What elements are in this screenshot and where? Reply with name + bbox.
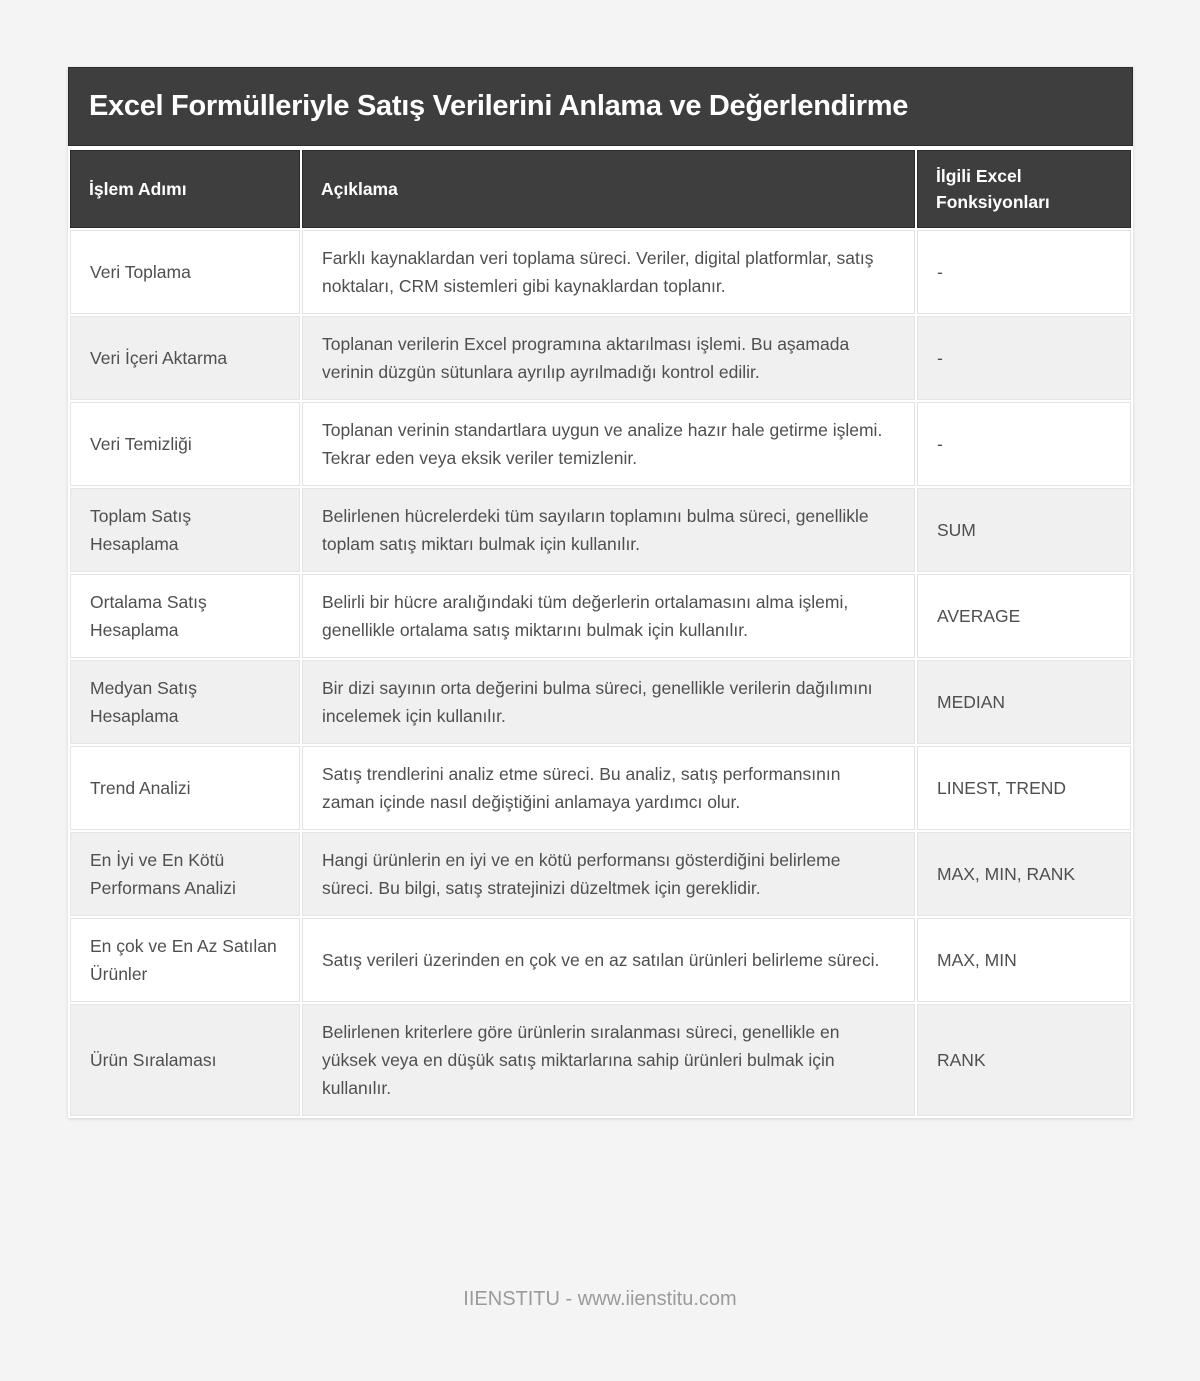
row-description-cell: Hangi ürünlerin en iyi ve en kötü performansı gösterdiğini belirleme süreci. Bu bilgi, satış stratejinizi düzeltmek için gereklidir. [302, 832, 915, 916]
table-card [68, 67, 1133, 1118]
table-row [70, 316, 1131, 400]
row-description-cell: Belirlenen kriterlere göre ürünlerin sıralanması süreci, genellikle en yüksek veya en düşük satış miktarlarına sahip ürünleri bulmak için kullanılır. [302, 1004, 915, 1116]
column-header-description: Açıklama [302, 150, 915, 228]
row-step-cell: En çok ve En Az Satılan Ürünler [70, 918, 300, 1002]
row-description-cell: Toplanan verinin standartlara uygun ve analize hazır hale getirme işlemi. Tekrar eden veya eksik veriler temizlenir. [302, 402, 915, 486]
row-step-cell: Trend Analizi [70, 746, 300, 830]
table-row [70, 1004, 1131, 1116]
row-functions-cell: MEDIAN [917, 660, 1131, 744]
row-step-cell: Toplam Satış Hesaplama [70, 488, 300, 572]
row-step-cell: Veri Temizliği [70, 402, 300, 486]
table-row [70, 918, 1131, 1002]
row-functions-cell: MAX, MIN, RANK [917, 832, 1131, 916]
row-description-cell: Toplanan verilerin Excel programına aktarılması işlemi. Bu aşamada verinin düzgün sütunlara ayrılıp ayrılmadığı kontrol edilir. [302, 316, 915, 400]
row-step-cell: En İyi ve En Kötü Performans Analizi [70, 832, 300, 916]
table-row [70, 488, 1131, 572]
row-functions-cell: - [917, 316, 1131, 400]
row-description-cell: Satış verileri üzerinden en çok ve en az satılan ürünleri belirleme süreci. [302, 918, 915, 1002]
row-description-cell: Farklı kaynaklardan veri toplama süreci. Veriler, digital platformlar, satış noktaları, CRM sistemleri gibi kaynaklardan toplanır. [302, 230, 915, 314]
column-header-functions: İlgili Excel Fonksiyonları [917, 150, 1131, 228]
row-description-cell: Belirlenen hücrelerdeki tüm sayıların toplamını bulma süreci, genellikle toplam satış miktarı bulmak için kullanılır. [302, 488, 915, 572]
footer-credit: IIENSTITU - www.iienstitu.com [463, 1288, 737, 1310]
table-row [70, 402, 1131, 486]
row-functions-cell: LINEST, TREND [917, 746, 1131, 830]
row-functions-cell: - [917, 230, 1131, 314]
table-body [70, 230, 1131, 1116]
table-row [70, 746, 1131, 830]
column-header-step: İşlem Adımı [70, 150, 300, 228]
row-description-cell: Belirli bir hücre aralığındaki tüm değerlerin ortalamasını alma işlemi, genellikle ortalama satış miktarını bulmak için kullanılır. [302, 574, 915, 658]
table-header [70, 150, 1131, 228]
row-description-cell: Satış trendlerini analiz etme süreci. Bu analiz, satış performansının zaman içinde nasıl değiştiğini anlamaya yardımcı olur. [302, 746, 915, 830]
row-step-cell: Veri Toplama [70, 230, 300, 314]
table-row [70, 230, 1131, 314]
table-row [70, 832, 1131, 916]
table-row [70, 574, 1131, 658]
page-title: Excel Formülleriyle Satış Verilerini Anlama ve Değerlendirme [68, 67, 1133, 146]
row-description-cell: Bir dizi sayının orta değerini bulma süreci, genellikle verilerin dağılımını incelemek için kullanılır. [302, 660, 915, 744]
row-functions-cell: - [917, 402, 1131, 486]
excel-steps-table [68, 148, 1133, 1118]
row-step-cell: Ortalama Satış Hesaplama [70, 574, 300, 658]
row-step-cell: Ürün Sıralaması [70, 1004, 300, 1116]
row-functions-cell: RANK [917, 1004, 1131, 1116]
row-functions-cell: SUM [917, 488, 1131, 572]
row-functions-cell: AVERAGE [917, 574, 1131, 658]
table-row [70, 660, 1131, 744]
row-functions-cell: MAX, MIN [917, 918, 1131, 1002]
row-step-cell: Veri İçeri Aktarma [70, 316, 300, 400]
row-step-cell: Medyan Satış Hesaplama [70, 660, 300, 744]
header-row [70, 150, 1131, 228]
